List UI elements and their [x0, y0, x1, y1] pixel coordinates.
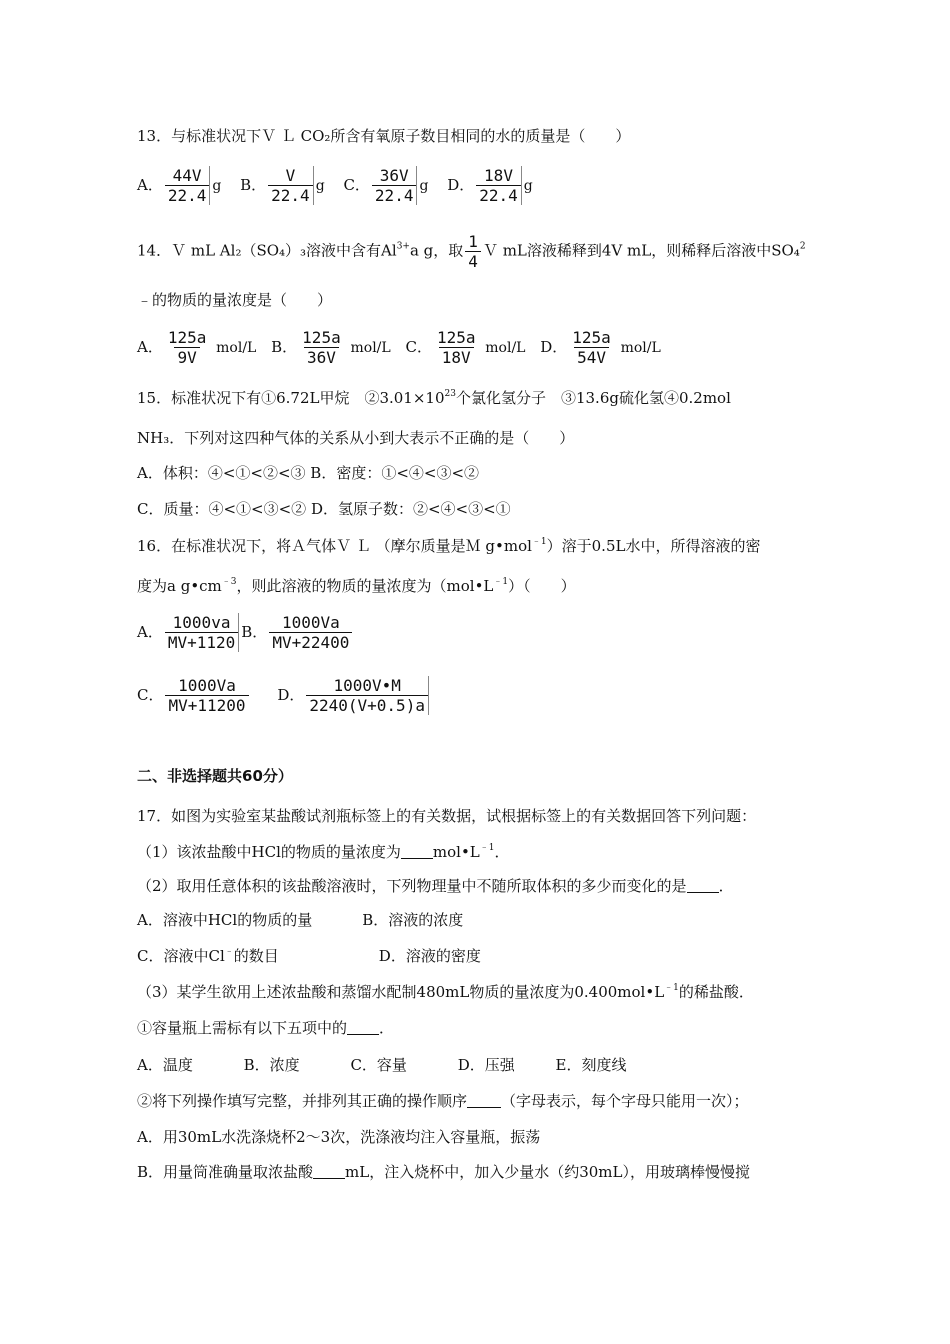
q17-part2-option-b: B．溶液的浓度 [362, 911, 464, 929]
q16-option-c: C． $\frac{1000Va}{MV+11200}$ [137, 686, 251, 704]
q17-part3-sub1-options [137, 1055, 626, 1075]
q15-stem-line2: NH₃．下列对这四种气体的关系从小到大表示不正确的是（ ） [137, 429, 575, 447]
q17-step-b: B．用量筒准确量取浓盐酸 mL，注入烧杯中，加入少量水（约30mL），用玻璃棒慢慢搅 [137, 1163, 750, 1181]
q17-part1: （1）该浓盐酸中HCl的物质的量浓度为 $mol•L^{﹣1}$． [137, 843, 510, 861]
option-pressure: D．压强 [457, 1056, 515, 1074]
q16-options-cd [137, 676, 431, 715]
q14-option-c: C． $\frac{125a}{18V}$ mol/L [405, 328, 526, 367]
option-concentration: B．浓度 [243, 1056, 300, 1074]
q15-options-ab: A．体积：④<①<②<③ B．密度：①<④<③<② [137, 464, 480, 482]
q17-stem: 17．如图为实验室某盐酸试剂瓶标签上的有关数据，试根据标签上的有关数据回答下列问题： [137, 807, 757, 825]
q17-part2: （2）取用任意体积的该盐酸溶液时，下列物理量中不随所取体积的多少而变化的是 ． [137, 877, 734, 895]
q16-options-ab [137, 613, 354, 652]
q14-option-d: D． $\frac{125a}{54V}$ mol/L [540, 328, 661, 367]
answer-blank[interactable] [687, 878, 719, 893]
q17-step-a: A．用30mL水洗涤烧杯2～3次，洗涤液均注入容量瓶，振荡 [137, 1128, 541, 1146]
q16-option-b: B． $\frac{1000Va}{MV+22400}$ [241, 623, 354, 641]
answer-blank[interactable] [313, 1164, 345, 1179]
answer-blank[interactable] [401, 844, 433, 859]
q17-part2-option-d: D．溶液的密度 [378, 947, 481, 965]
q13-stem: 13．与标准状况下Ｖ Ｌ CO₂所含有氧原子数目相同的水的质量是（ ） [137, 127, 631, 145]
q17-part3-sub1: ①容量瓶上需标有以下五项中的 ． [137, 1019, 395, 1037]
option-scale-line: E．刻度线 [555, 1056, 627, 1074]
q17-part3-sub2: ②将下列操作填写完整，并排列其正确的操作顺序 （字母表示，每个字母只能用一次）； [137, 1092, 749, 1110]
q17-part2-options-ab [137, 910, 463, 930]
option-capacity: C．容量 [350, 1056, 407, 1074]
q16-option-a: A． $\frac{1000va}{MV+1120}$ [137, 623, 241, 641]
q17-part2-options-cd [137, 946, 481, 966]
q16-option-d: D． $\frac{1000V•M}{2240(V+0.5)a}$ [277, 686, 431, 704]
q13-option-b: B． $\frac{V}{22.4}$ g [240, 166, 325, 205]
q14-stem-line1: 14．Ｖ mL Al₂（SO₄）₃溶液中含有$Al^{3+}a$ g，取 $\frac{1}{4}$ Ｖ mL溶液稀释到4V mL，则稀释后溶液中SO₄$^2$ [137, 232, 806, 271]
section-heading: 二、非选择题共60分） [137, 767, 293, 785]
answer-blank[interactable] [467, 1093, 501, 1108]
answer-blank[interactable] [347, 1020, 379, 1035]
q16-stem-line2: 度为a $g•cm^{﹣3}$，则此溶液的物质的量浓度为$(mol•L^{﹣1})$（ ） [137, 577, 576, 595]
q14-option-b: B． $\frac{125a}{36V}$ mol/L [271, 328, 391, 367]
q13-option-c: C． $\frac{36V}{22.4}$ g [343, 166, 429, 205]
q13-option-d: D． $\frac{18V}{22.4}$ g [447, 166, 533, 205]
q13-options [137, 166, 533, 205]
q17-part3: （3）某学生欲用上述浓盐酸和蒸馏水配制480mL物质的量浓度为$0.400mol•L^{﹣1}$的稀盐酸． [137, 983, 754, 1001]
q17-part2-option-a: A．溶液中HCl的物质的量 [137, 911, 313, 929]
q14-stem-line2: ﹣的物质的量浓度是（ ） [137, 291, 333, 309]
option-temperature: A．温度 [137, 1056, 193, 1074]
q16-stem-line1: 16．在标准状况下，将Ａ气体Ｖ Ｌ （摩尔质量是Ｍ g•mol$^{﹣1}$）溶于0.5L水中，所得溶液的密 [137, 537, 761, 555]
q15-options-cd: C．质量：④<①<③<② D．氢原子数：②<④<③<① [137, 500, 511, 518]
q13-option-a: A． $\frac{44V}{22.4}$ g [137, 166, 222, 205]
q14-option-a: A． $\frac{125a}{9V}$ mol/L [137, 328, 257, 367]
q17-part2-option-c: C．溶液中Cl﹣的数目 [137, 947, 279, 965]
q14-options [137, 328, 661, 367]
q15-stem-line1: 15．标准状况下有①6.72L甲烷 $②3.01\times 10^{23}$个氯化氢分子 ③13.6g硫化氢④0.2mol [137, 389, 731, 407]
